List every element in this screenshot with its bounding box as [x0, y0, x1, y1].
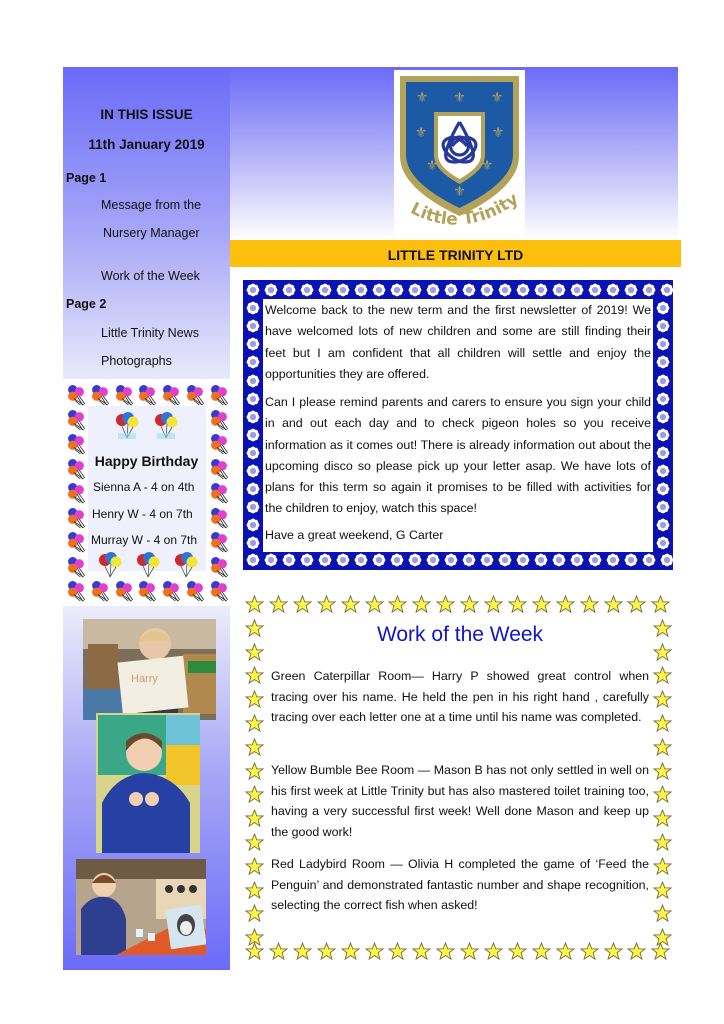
star-icon [532, 595, 551, 614]
star-icon [245, 762, 264, 781]
birthday-entry: Henry W - 4 on 7th [92, 507, 193, 521]
flower-icon [480, 283, 494, 297]
flower-icon [246, 518, 260, 532]
flower-icon [264, 283, 278, 297]
flower-icon [264, 553, 278, 567]
star-icon [436, 595, 455, 614]
masthead [230, 67, 678, 240]
flower-icon [246, 464, 260, 478]
logo [394, 70, 525, 236]
star-icon [245, 833, 264, 852]
flower-icon [660, 283, 674, 297]
flower-icon [656, 337, 670, 351]
flower-icon [336, 553, 350, 567]
flower-icon [408, 553, 422, 567]
flower-icon [282, 553, 296, 567]
flower-icon [300, 553, 314, 567]
flower-icon [656, 301, 670, 315]
balloon-icon [65, 406, 87, 432]
svg-text:⚜: ⚜ [453, 184, 466, 200]
flower-icon [498, 283, 512, 297]
star-icon [653, 809, 672, 828]
star-icon [653, 690, 672, 709]
flower-icon [336, 283, 350, 297]
manager-message [263, 299, 653, 552]
star-icon [627, 595, 646, 614]
flower-icon [246, 283, 260, 297]
flower-icon [372, 553, 386, 567]
flower-icon [372, 283, 386, 297]
star-icon [293, 595, 312, 614]
flower-icon [246, 482, 260, 496]
flower-icon [246, 446, 260, 460]
star-icon [653, 666, 672, 685]
balloon-icon [65, 553, 87, 579]
star-icon [653, 785, 672, 804]
flower-icon [462, 553, 476, 567]
flower-icon [390, 283, 404, 297]
star-icon [269, 942, 288, 961]
svg-text:⚜: ⚜ [491, 125, 505, 141]
balloons-icon [96, 551, 124, 579]
crest-icon [394, 70, 525, 236]
birthday-panel [63, 379, 230, 605]
balloon-icon [65, 528, 87, 554]
star-icon [365, 595, 384, 614]
star-icon [484, 942, 503, 961]
message-paragraph: Welcome back to the new term and the first newsletter of 2019! We have welcomed lots of new children and some are still finding their feet but I am confident that all children will settle and enjoy the opportunities they are offered. [265, 303, 651, 381]
star-icon [412, 942, 431, 961]
star-icon [245, 595, 264, 614]
flower-icon [300, 283, 314, 297]
flower-icon [246, 301, 260, 315]
flower-icon [642, 283, 656, 297]
star-icon [269, 595, 288, 614]
flower-icon [318, 553, 332, 567]
balloon-icon [208, 553, 230, 579]
star-icon [653, 738, 672, 757]
svg-text:⚜: ⚜ [453, 90, 466, 106]
birthday-heading: Happy Birthday [94, 453, 199, 469]
balloon-icon [160, 577, 182, 603]
flower-icon [656, 464, 670, 478]
flower-icon [354, 553, 368, 567]
balloon-icon [208, 381, 230, 407]
star-icon [388, 595, 407, 614]
flower-icon [552, 553, 566, 567]
star-icon [245, 690, 264, 709]
balloons-icon [134, 551, 162, 579]
flower-icon [656, 392, 670, 406]
flower-icon [588, 553, 602, 567]
flower-icon [534, 283, 548, 297]
flower-icon [246, 500, 260, 514]
work-of-the-week-title: Work of the Week [376, 623, 544, 646]
flower-icon [444, 283, 458, 297]
balloon-icon [89, 381, 111, 407]
in-this-issue-panel [63, 67, 230, 379]
flower-icon [408, 283, 422, 297]
toc-item: Nursery Manager [103, 226, 200, 240]
balloon-icon [65, 479, 87, 505]
star-icon [653, 928, 672, 947]
balloons-icon [113, 411, 141, 441]
balloon-icon [208, 406, 230, 432]
flower-icon [624, 553, 638, 567]
star-icon [580, 595, 599, 614]
manager-message-box [243, 280, 673, 570]
star-icon [627, 942, 646, 961]
flower-icon [656, 355, 670, 369]
balloon-icon [160, 381, 182, 407]
star-icon [245, 881, 264, 900]
star-icon [653, 714, 672, 733]
balloon-icon [136, 381, 158, 407]
flower-icon [552, 283, 566, 297]
birthday-entry: Murray W - 4 on 7th [91, 533, 198, 547]
balloon-icon [136, 577, 158, 603]
balloon-icon [208, 504, 230, 530]
message-signoff: Have a great weekend, G Carter [265, 528, 444, 542]
star-icon [317, 595, 336, 614]
star-icon [341, 595, 360, 614]
star-icon [653, 857, 672, 876]
star-icon [580, 942, 599, 961]
star-icon [556, 595, 575, 614]
flower-icon [656, 518, 670, 532]
star-icon [245, 714, 264, 733]
balloon-icon [208, 479, 230, 505]
flower-icon [588, 283, 602, 297]
flower-icon [354, 283, 368, 297]
star-icon [460, 942, 479, 961]
balloons-icon [172, 551, 200, 579]
flower-icon [282, 283, 296, 297]
star-icon [556, 942, 575, 961]
balloon-icon [184, 577, 206, 603]
work-paragraph: Green Caterpillar Room— Harry P showed great control when tracing over his name. He held the pen in his right hand , carefully tracing over each letter one at a time until his name was completed. [271, 669, 649, 725]
flower-icon [656, 482, 670, 496]
flower-icon [570, 283, 584, 297]
photo-penguin-game [76, 859, 206, 955]
flower-icon [246, 392, 260, 406]
star-icon [460, 595, 479, 614]
toc-item: Photographs [101, 354, 172, 368]
work-paragraph: Yellow Bumble Bee Room — Mason B has not only settled in well on his first week at Little Trinity but has also mastered toilet training too, having a very successful first week! Well done Mason and keep up the good work! [271, 763, 649, 840]
issue-date: 11th January 2019 [88, 137, 205, 152]
star-icon [604, 595, 623, 614]
flower-icon [606, 283, 620, 297]
toc-item: Little Trinity News [101, 326, 199, 340]
balloon-icon [65, 504, 87, 530]
svg-text:⚜: ⚜ [480, 158, 494, 174]
star-icon [532, 942, 551, 961]
flower-icon [318, 283, 332, 297]
flower-icon [426, 283, 440, 297]
star-icon [653, 881, 672, 900]
flower-icon [246, 553, 260, 567]
toc-item: Work of the Week [101, 269, 200, 283]
star-icon [245, 738, 264, 757]
star-icon [341, 942, 360, 961]
star-icon [245, 928, 264, 947]
photo-sign-text: Harry [131, 673, 158, 685]
photo-thumbs-up [96, 713, 200, 853]
balloon-icon [89, 577, 111, 603]
star-icon [412, 595, 431, 614]
toc-page-1: Page 1 [66, 171, 107, 185]
photo-harry [83, 619, 216, 720]
birthday-entry: Sienna A - 4 on 4th [93, 480, 195, 494]
balloon-icon [208, 528, 230, 554]
star-icon [365, 942, 384, 961]
star-icon [508, 942, 527, 961]
flower-icon [656, 446, 670, 460]
star-icon [653, 833, 672, 852]
flower-icon [246, 337, 260, 351]
toc-page-2: Page 2 [66, 297, 107, 311]
star-icon [436, 942, 455, 961]
title-bar [230, 240, 681, 267]
toc-item: Message from the [101, 198, 202, 212]
star-icon [245, 785, 264, 804]
balloons-icon [152, 411, 180, 441]
flower-icon [656, 374, 670, 388]
flower-icon [624, 283, 638, 297]
photos-panel [63, 606, 230, 970]
flower-icon [656, 319, 670, 333]
star-icon [388, 942, 407, 961]
star-icon [245, 904, 264, 923]
balloon-icon [113, 381, 135, 407]
svg-text:⚜: ⚜ [414, 125, 428, 141]
issue-heading: IN THIS ISSUE [100, 107, 193, 122]
flower-icon [534, 553, 548, 567]
flower-icon [390, 553, 404, 567]
flower-icon [444, 553, 458, 567]
flower-icon [516, 283, 530, 297]
org-title: LITTLE TRINITY LTD [387, 247, 524, 263]
flower-icon [642, 553, 656, 567]
flower-icon [480, 553, 494, 567]
svg-text:⚜: ⚜ [490, 90, 504, 106]
star-icon [245, 666, 264, 685]
work-of-the-week-box [245, 595, 675, 963]
flower-icon [656, 410, 670, 424]
flower-icon [246, 355, 260, 369]
logo-text: Little Trinity [407, 189, 523, 230]
work-paragraph: Red Ladybird Room — Olivia H completed the game of ‘Feed the Penguin’ and demonstrated fantastic number and shape recognition, selecting the correct fish when asked! [271, 857, 649, 913]
flower-icon [606, 553, 620, 567]
svg-text:⚜: ⚜ [425, 158, 439, 174]
flower-icon [246, 410, 260, 424]
flower-icon [246, 428, 260, 442]
balloon-icon [65, 577, 87, 603]
flower-icon [656, 500, 670, 514]
star-icon [651, 595, 670, 614]
star-icon [293, 942, 312, 961]
flower-icon [656, 428, 670, 442]
balloon-icon [65, 381, 87, 407]
flower-icon [498, 553, 512, 567]
flower-icon [570, 553, 584, 567]
flower-icon [426, 553, 440, 567]
star-icon [245, 809, 264, 828]
message-paragraph: Can I please remind parents and carers to ensure you sign your child in and out each day and to check pigeon holes so you receive information as it comes out! There is already information out about the upcoming disco so please pick up your letter asap. We have lots of plans for this term so again it promises to be filled with activities for the children to enjoy, watch this space! [265, 395, 651, 516]
star-icon [604, 942, 623, 961]
star-icon [653, 762, 672, 781]
star-icon [653, 904, 672, 923]
balloon-icon [113, 577, 135, 603]
flower-icon [246, 319, 260, 333]
svg-text:⚜: ⚜ [415, 90, 429, 106]
flower-icon [656, 536, 670, 550]
flower-icon [660, 553, 674, 567]
balloon-icon [208, 577, 230, 603]
star-icon [245, 857, 264, 876]
star-icon [508, 595, 527, 614]
flower-icon [246, 374, 260, 388]
flower-icon [516, 553, 530, 567]
flower-icon [462, 283, 476, 297]
star-icon [484, 595, 503, 614]
flower-icon [246, 536, 260, 550]
balloon-icon [184, 381, 206, 407]
star-icon [317, 942, 336, 961]
